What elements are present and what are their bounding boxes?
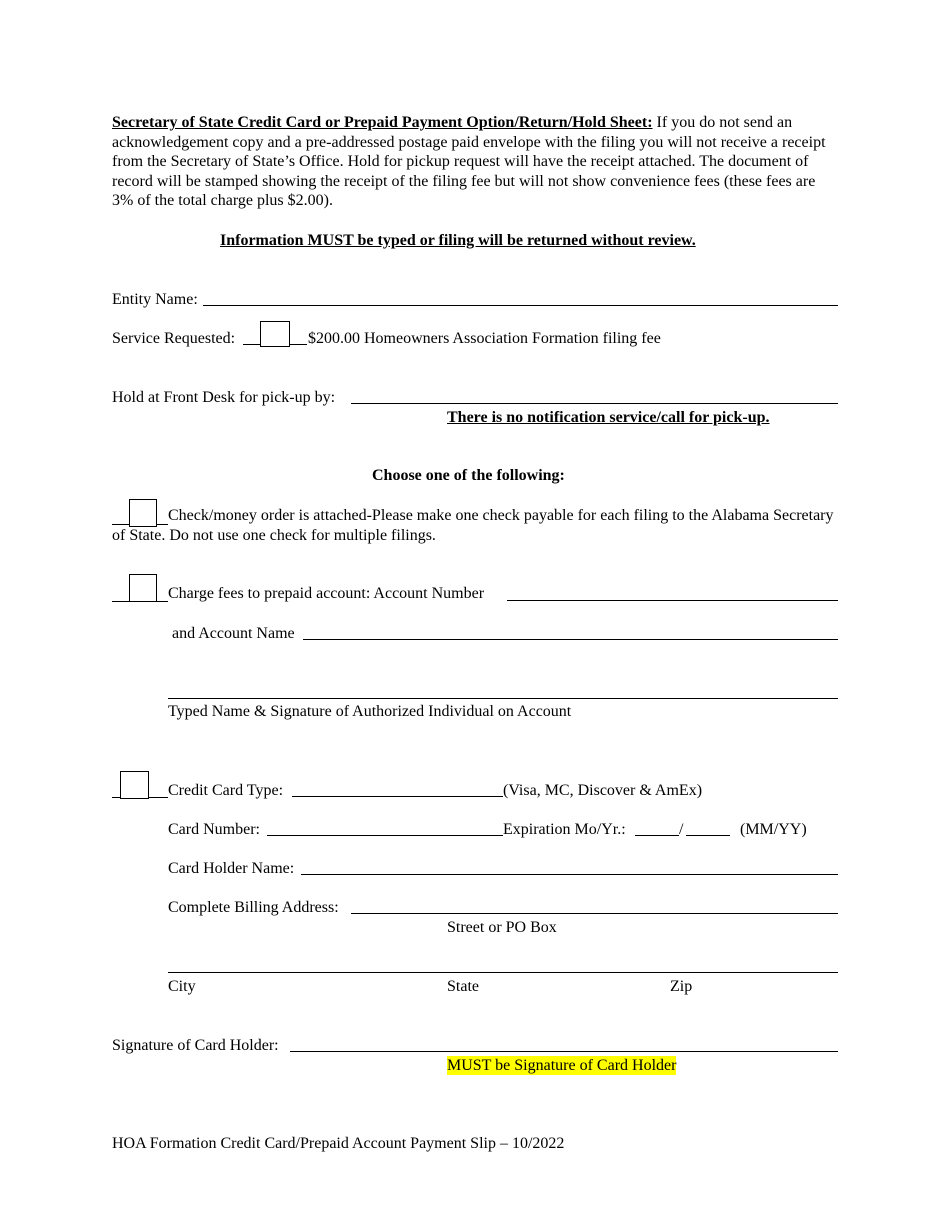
card-number-field[interactable] <box>267 835 503 836</box>
billing-city-state-zip-field[interactable] <box>168 972 838 973</box>
city-caption: City <box>168 978 196 995</box>
card-number-label: Card Number: <box>168 821 260 838</box>
state-caption: State <box>447 978 479 995</box>
service-checkbox[interactable] <box>260 321 290 347</box>
entity-name-field[interactable] <box>203 305 838 306</box>
hold-note: There is no notification service/call for pick-up. <box>447 409 770 426</box>
hold-field[interactable] <box>351 403 838 404</box>
expiration-month-field[interactable] <box>635 835 679 836</box>
card-holder-name-label: Card Holder Name: <box>168 860 295 877</box>
footer-text: HOA Formation Credit Card/Prepaid Account Payment Slip – 10/2022 <box>112 1135 565 1152</box>
card-type-hint: (Visa, MC, Discover & AmEx) <box>503 782 703 799</box>
authorized-signature-field[interactable] <box>168 698 838 699</box>
zip-caption: Zip <box>670 978 693 995</box>
intro-paragraph <box>112 113 840 211</box>
prepaid-option-checkbox[interactable] <box>129 574 157 602</box>
entity-name-label: Entity Name: <box>112 291 198 308</box>
choose-heading: Choose one of the following: <box>372 467 565 484</box>
street-caption: Street or PO Box <box>447 919 557 936</box>
signature-requirement-note: MUST be Signature of Card Holder <box>447 1057 677 1074</box>
credit-card-option-checkbox[interactable] <box>120 771 149 799</box>
billing-address-label: Complete Billing Address: <box>168 899 339 916</box>
account-number-label: Charge fees to prepaid account: Account Number <box>168 585 485 602</box>
intro-heading: Secretary of State Credit Card or Prepaid Payment Option/Return/Hold Sheet: <box>112 114 653 131</box>
account-name-label: and Account Name <box>172 625 295 642</box>
billing-street-field[interactable] <box>351 913 838 914</box>
card-holder-name-field[interactable] <box>301 874 838 875</box>
expiration-year-field[interactable] <box>686 835 730 836</box>
card-holder-signature-field[interactable] <box>290 1051 838 1052</box>
check-option-text: Check/money order is attached-Please make one check payable for each filing to the Alabama Secretary of State. Do not use one check for multiple filings. <box>112 507 834 544</box>
expiration-separator: / <box>679 821 684 838</box>
account-name-field[interactable] <box>303 639 838 640</box>
card-type-label: Credit Card Type: <box>168 782 284 799</box>
service-requested-label: Service Requested: <box>112 330 236 347</box>
intro-body: If you do not send an acknowledgement copy and a pre-addressed postage paid envelope with the filing you will not receive a receipt from the Secretary of State’s Office. Hold for pickup request will have the receipt attached. The document of record will be stamped showing the receipt of the filing fee but will not show convenience fees (these fees are 3% of the total charge plus $2.00). <box>112 114 826 209</box>
typed-notice: Information MUST be typed or filing will be returned without review. <box>220 232 696 249</box>
hold-label: Hold at Front Desk for pick-up by: <box>112 389 336 406</box>
service-fee-text: $200.00 Homeowners Association Formation filing fee <box>308 330 661 347</box>
authorized-signature-caption: Typed Name & Signature of Authorized Individual on Account <box>168 703 572 720</box>
card-holder-signature-label: Signature of Card Holder: <box>112 1037 279 1054</box>
expiration-format: (MM/YY) <box>740 821 807 838</box>
account-number-field[interactable] <box>507 600 838 601</box>
card-type-field[interactable] <box>292 796 503 797</box>
expiration-label: Expiration Mo/Yr.: <box>503 821 626 838</box>
